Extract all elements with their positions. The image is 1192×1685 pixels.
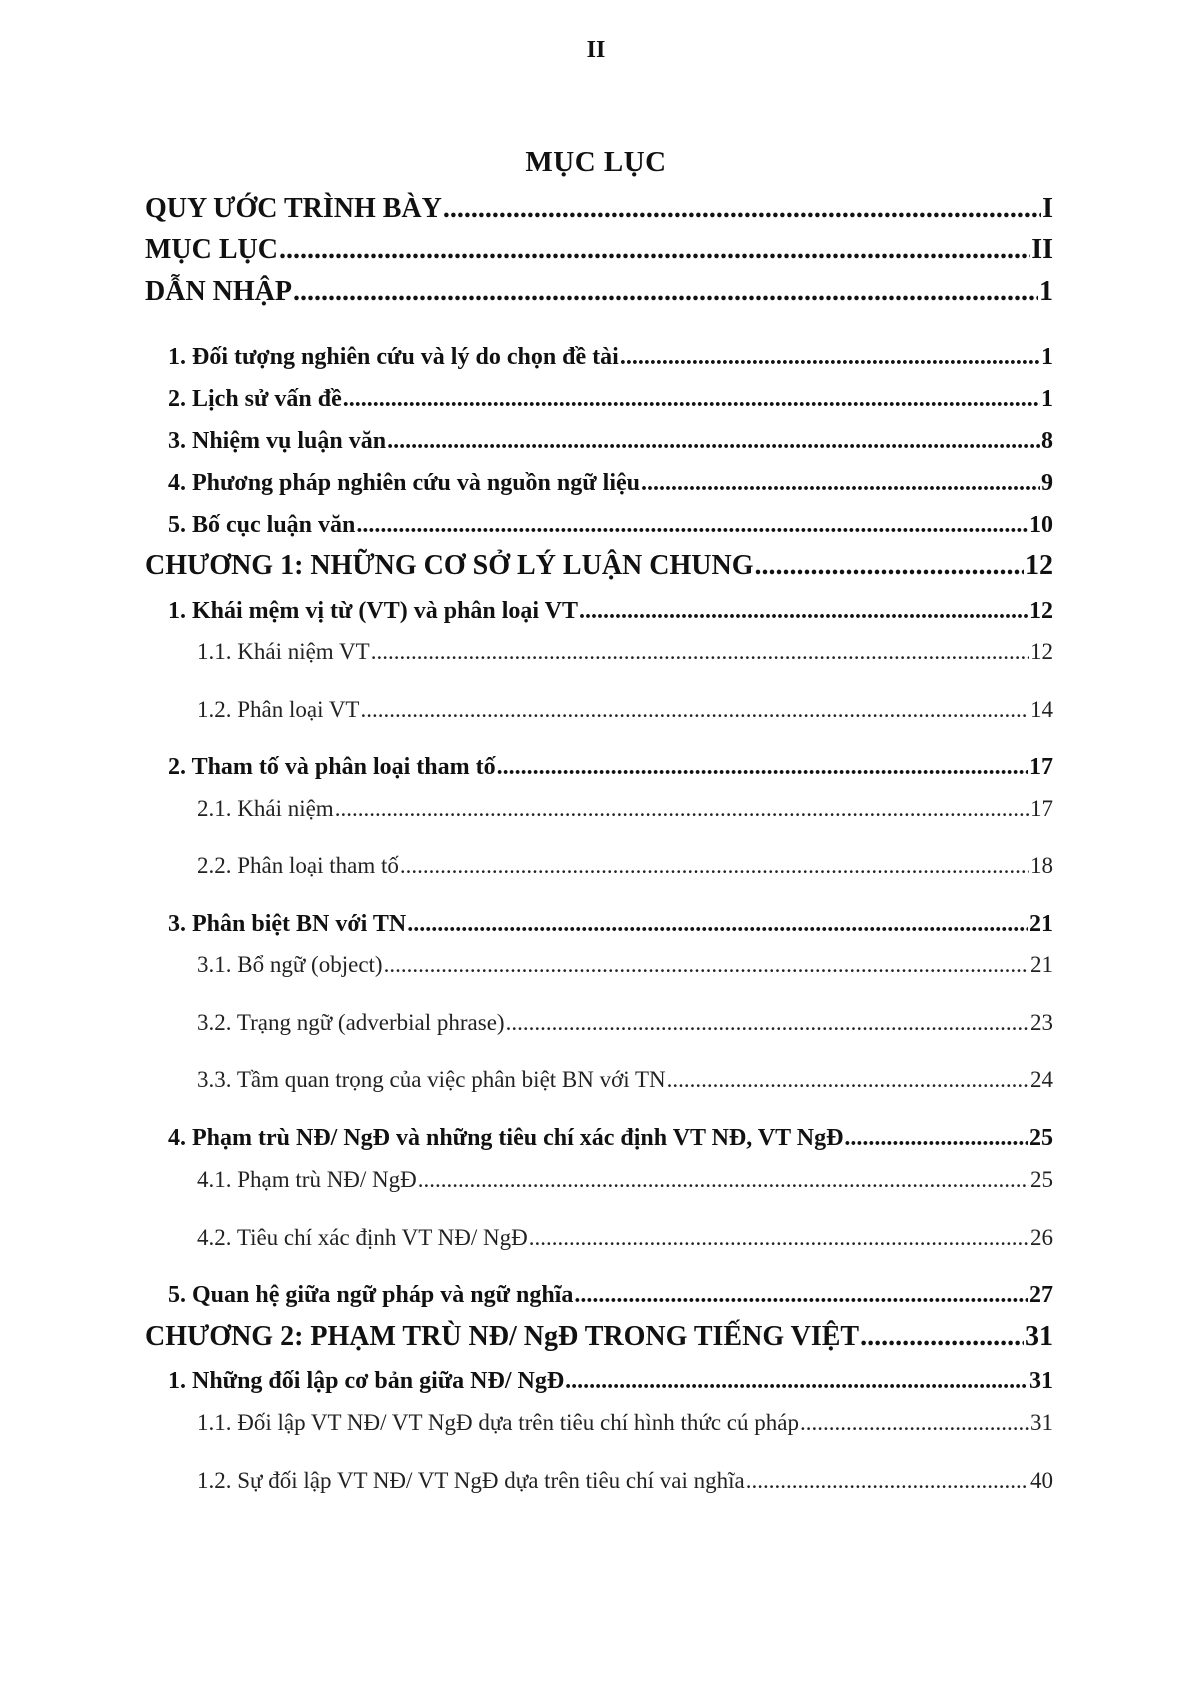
toc-entry[interactable] [197, 1409, 1053, 1437]
toc-entry-label: 1.2. Sự đối lập VT NĐ/ VT NgĐ dựa trên tiêu chí vai nghĩa [197, 1468, 745, 1493]
toc-entry-page: 40 [1030, 1468, 1053, 1493]
toc-entry-label: 1. Những đối lập cơ bản giữa NĐ/ NgĐ [168, 1368, 565, 1394]
toc-leader [384, 951, 1029, 979]
toc-entry[interactable] [168, 342, 1053, 372]
toc-entry-label: 3.3. Tầm quan trọng của việc phân biệt BN với TN [197, 1067, 666, 1092]
toc-leader [387, 426, 1040, 456]
toc-leader [443, 192, 1041, 226]
toc-leader [667, 1066, 1029, 1094]
toc-entry-page: 25 [1029, 1125, 1053, 1151]
toc-entry[interactable] [145, 233, 1053, 267]
toc-entry[interactable] [197, 638, 1053, 666]
toc-leader [641, 468, 1040, 498]
toc-entry[interactable] [145, 192, 1053, 226]
toc-entry-page: 24 [1030, 1067, 1053, 1092]
toc-entry-page: 12 [1025, 550, 1053, 581]
toc-entry-label: 3.1. Bổ ngữ (object) [197, 952, 383, 977]
toc-leader [407, 909, 1028, 939]
toc-leader [418, 1166, 1029, 1194]
toc-entry-page: 31 [1025, 1321, 1053, 1352]
toc-leader [293, 275, 1038, 309]
toc-leader [565, 1366, 1028, 1396]
toc-entry[interactable] [168, 468, 1053, 498]
toc-entry-label: 2.2. Phân loại tham tố [197, 853, 399, 878]
toc-entry-page: 21 [1030, 952, 1053, 977]
toc-leader [620, 342, 1040, 372]
toc-leader [529, 1224, 1029, 1252]
toc-entry[interactable] [168, 426, 1053, 456]
toc-entry[interactable] [197, 1224, 1053, 1252]
toc-entry[interactable] [145, 275, 1053, 309]
toc-entry-label: 2. Tham tố và phân loại tham tố [168, 754, 496, 780]
toc-entry-page: 12 [1030, 639, 1053, 664]
toc-entry-page: 12 [1029, 598, 1053, 624]
toc-entry-page: 25 [1030, 1167, 1053, 1192]
toc-entry-label: CHƯƠNG 2: PHẠM TRÙ NĐ/ NgĐ TRONG TIẾNG VIỆT [145, 1321, 860, 1352]
toc-entry-page: II [1031, 234, 1053, 265]
toc-entry-page: 17 [1029, 754, 1053, 780]
toc-entry-page: 8 [1041, 428, 1053, 454]
toc-entry-label: 4. Phạm trù NĐ/ NgĐ và những tiêu chí xác định VT NĐ, VT NgĐ [168, 1125, 844, 1151]
toc-entry-page: 23 [1030, 1010, 1053, 1035]
toc-entry-label: 3. Phân biệt BN với TN [168, 911, 407, 937]
toc-entry[interactable] [168, 909, 1053, 939]
toc-entry-label: 1. Khái mệm vị từ (VT) và phân loại VT [168, 598, 578, 624]
toc-leader [343, 384, 1040, 414]
toc-entry[interactable] [197, 1009, 1053, 1037]
toc-entry-page: I [1042, 193, 1053, 224]
toc-entry[interactable] [168, 1123, 1053, 1153]
toc-entry[interactable] [197, 1467, 1053, 1495]
toc-entry-label: 4.2. Tiêu chí xác định VT NĐ/ NgĐ [197, 1225, 528, 1250]
toc-entry[interactable] [197, 1166, 1053, 1194]
toc-entry-label: 2.1. Khái niệm [197, 796, 334, 821]
toc-leader [860, 1320, 1024, 1354]
toc-entry-page: 1 [1041, 386, 1053, 412]
toc-leader [360, 696, 1029, 724]
toc-leader [279, 233, 1030, 267]
toc-entry-page: 18 [1030, 853, 1053, 878]
toc-entry-page: 17 [1030, 796, 1053, 821]
page-number: II [586, 37, 606, 63]
toc-entry-label: 1.1. Đối lập VT NĐ/ VT NgĐ dựa trên tiêu chí hình thức cú pháp [197, 1410, 799, 1435]
page-title: MỤC LỤC [525, 146, 667, 178]
toc-entry-label: 3.2. Trạng ngữ (adverbial phrase) [197, 1010, 505, 1035]
toc-entry-page: 1 [1041, 344, 1053, 370]
toc-entry[interactable] [145, 1320, 1053, 1354]
toc-entry-page: 14 [1030, 697, 1053, 722]
toc-entry-page: 31 [1029, 1368, 1053, 1394]
toc-entry[interactable] [197, 795, 1053, 823]
toc-entry-label: 1. Đối tượng nghiên cứu và lý do chọn đề tài [168, 344, 619, 370]
toc-leader [754, 549, 1024, 583]
toc-leader [574, 1280, 1028, 1310]
toc-entry-page: 9 [1041, 470, 1053, 496]
toc-entry[interactable] [197, 852, 1053, 880]
toc-entry[interactable] [168, 596, 1053, 626]
toc-entry-label: CHƯƠNG 1: NHỮNG CƠ SỞ LÝ LUẬN CHUNG [145, 550, 754, 581]
toc-entry-label: 4. Phương pháp nghiên cứu và nguồn ngữ liệu [168, 470, 640, 496]
toc-entry[interactable] [168, 752, 1053, 782]
toc-entry-label: DẪN NHẬP [145, 276, 292, 307]
toc-leader [800, 1409, 1029, 1437]
toc-leader [497, 752, 1028, 782]
toc-entry-label: 5. Quan hệ giữa ngữ pháp và ngữ nghĩa [168, 1282, 574, 1308]
toc-entry[interactable] [168, 1366, 1053, 1396]
toc-entry-label: 3. Nhiệm vụ luận văn [168, 428, 387, 454]
toc-entry[interactable] [197, 1066, 1053, 1094]
toc-entry[interactable] [197, 696, 1053, 724]
toc-entry-label: MỤC LỤC [145, 234, 278, 265]
toc-entry[interactable] [168, 384, 1053, 414]
toc-entry-page: 1 [1039, 276, 1053, 307]
toc-entry-label: QUY ƯỚC TRÌNH BÀY [145, 193, 442, 224]
toc-entry-page: 26 [1030, 1225, 1053, 1250]
toc-leader [506, 1009, 1029, 1037]
toc-entry-page: 10 [1029, 512, 1053, 538]
toc-leader [746, 1467, 1029, 1495]
toc-leader [371, 638, 1029, 666]
toc-leader [400, 852, 1029, 880]
toc-entry-label: 4.1. Phạm trù NĐ/ NgĐ [197, 1167, 417, 1192]
toc-entry-page: 21 [1029, 911, 1053, 937]
toc-leader [356, 510, 1028, 540]
toc-entry[interactable] [145, 549, 1053, 583]
toc-entry-label: 1.1. Khái niệm VT [197, 639, 370, 664]
toc-entry-label: 5. Bố cục luận văn [168, 512, 356, 538]
toc-entry-page: 31 [1030, 1410, 1053, 1435]
toc-entry-label: 1.2. Phân loại VT [197, 697, 360, 722]
toc-entry[interactable] [197, 951, 1053, 979]
toc-leader [579, 596, 1028, 626]
toc-entry[interactable] [168, 510, 1053, 540]
toc-entry-page: 27 [1029, 1282, 1053, 1308]
toc-leader [335, 795, 1029, 823]
toc-leader [844, 1123, 1028, 1153]
toc-entry-label: 2. Lịch sử vấn đề [168, 386, 342, 412]
toc-entry[interactable] [168, 1280, 1053, 1310]
